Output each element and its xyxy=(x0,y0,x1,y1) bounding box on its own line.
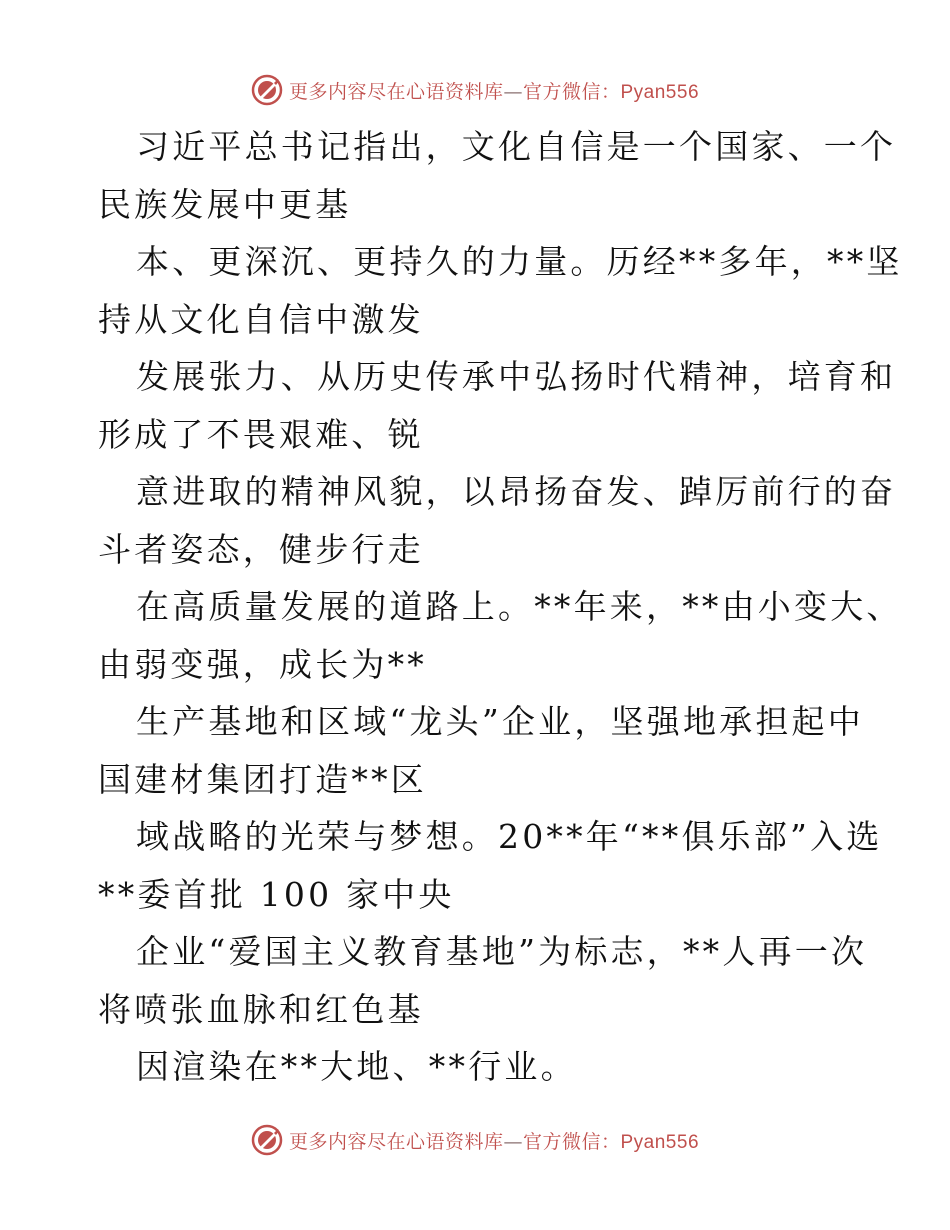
pen-logo-icon xyxy=(251,74,283,106)
text-line: 形成了不畏艰难、锐 xyxy=(98,414,424,454)
text-line: 习近平总书记指出，文化自信是一个国家、一个 xyxy=(136,127,897,166)
text-line: 企业“爱国主义教育基地”为标志，**人再一次 xyxy=(136,932,868,971)
watermark-label: 官方微信： xyxy=(522,1130,621,1153)
text-line: 斗者姿态，健步行走 xyxy=(98,529,424,569)
text-line: 将喷张血脉和红色基 xyxy=(98,989,424,1029)
watermark-label: 官方微信： xyxy=(522,80,621,103)
text-line: 国建材集团打造**区 xyxy=(98,759,427,799)
text-line: 持从文化自信中激发 xyxy=(98,299,424,339)
watermark-separator: — xyxy=(503,80,523,103)
watermark-text xyxy=(289,77,699,104)
pen-logo-icon xyxy=(251,1124,283,1156)
text-line: 本、更深沉、更持久的力量。历经**多年，**坚 xyxy=(136,242,903,281)
header-watermark xyxy=(0,72,950,108)
text-line: 由弱变强，成长为** xyxy=(98,644,427,684)
text-line: 发展张力、从历史传承中弘扬时代精神，培育和 xyxy=(136,357,897,396)
watermark-account: Pyan556 xyxy=(620,81,700,103)
footer-watermark xyxy=(0,1122,950,1158)
watermark-text xyxy=(289,1127,699,1154)
text-line: 在高质量发展的道路上。**年来，**由小变大、 xyxy=(136,587,903,626)
document-body xyxy=(98,118,903,1096)
watermark-brand: 更多内容尽在心语资料库 xyxy=(288,80,504,103)
watermark-separator: — xyxy=(503,1130,523,1153)
text-line: 民族发展中更基 xyxy=(98,184,352,224)
text-line: 意进取的精神风貌，以昂扬奋发、踔厉前行的奋 xyxy=(136,472,897,511)
text-line: **委首批 100 家中央 xyxy=(98,874,455,914)
text-line: 生产基地和区域“龙头”企业，坚强地承担起中 xyxy=(136,702,864,741)
text-line: 因渲染在**大地、**行业。 xyxy=(136,1047,577,1086)
watermark-account: Pyan556 xyxy=(620,1131,700,1153)
text-line: 域战略的光荣与梦想。20**年“**俱乐部”入选 xyxy=(136,817,883,856)
watermark-brand: 更多内容尽在心语资料库 xyxy=(288,1130,504,1153)
